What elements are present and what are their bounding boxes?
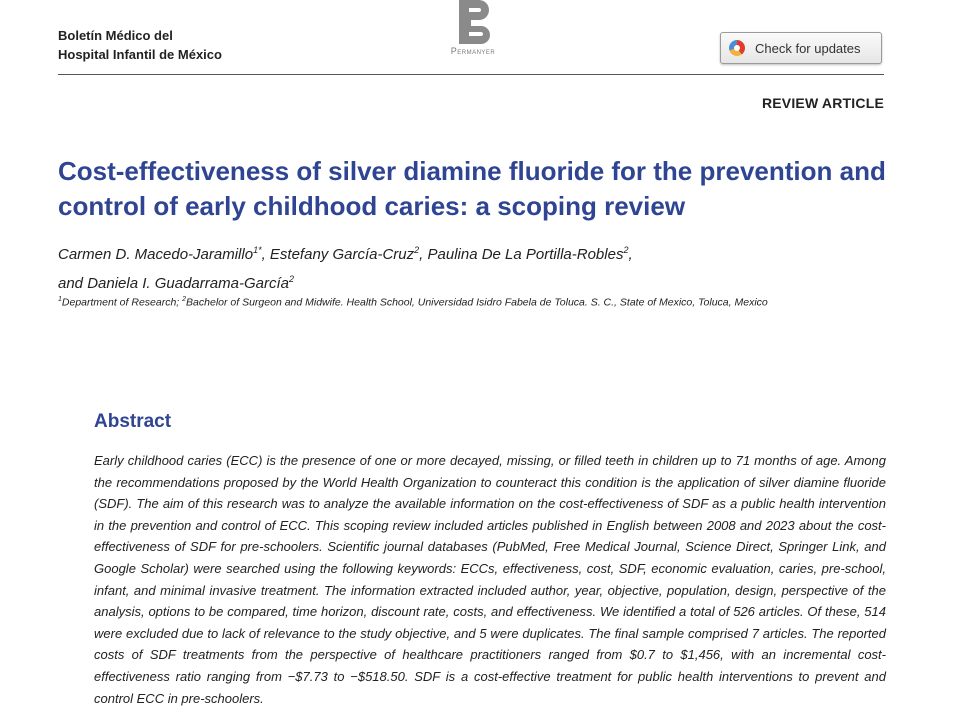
check-for-updates-button[interactable] [720, 32, 882, 64]
abstract-heading: Abstract [94, 411, 172, 432]
author-separator: , [419, 246, 428, 263]
author-name: Paulina De La Portilla-Robles [427, 246, 624, 263]
crossmark-icon [729, 40, 745, 56]
journal-name-line1: Boletín Médico del [58, 28, 173, 43]
author-separator: , [628, 246, 633, 263]
affiliation-mark: 1 [58, 296, 62, 303]
check-for-updates-label: Check for updates [755, 40, 861, 56]
author-affiliation-mark: 2 [288, 274, 294, 284]
author-affiliation-mark: 2 [414, 245, 420, 255]
author-name: Carmen D. Macedo-Jaramillo [58, 246, 254, 263]
author-separator: , [261, 246, 270, 263]
author-affiliation-mark: 1* [253, 245, 262, 255]
article-title: Cost-effectiveness of silver diamine fluoride for the prevention and control of early childhood caries: a scoping review [58, 156, 886, 221]
author-name: Daniela I. Guadarrama-García [87, 275, 289, 292]
affiliation-text: Bachelor of Surgeon and Midwife. Health School, Universidad Isidro Fabela de Toluca. S. C., State of Mexico, Toluca, Mexico [186, 296, 768, 309]
author-affiliation-mark: 2 [623, 245, 629, 255]
affiliation-text: Department of Research; [61, 296, 183, 309]
author-list [58, 238, 898, 296]
affiliations [58, 291, 890, 312]
author-conjunction: and [58, 275, 88, 292]
affiliation-mark: 2 [182, 296, 187, 303]
header-divider [58, 74, 884, 75]
article-type-label: REVIEW ARTICLE [761, 95, 884, 111]
journal-name [58, 26, 222, 64]
permanyer-logo-icon [453, 0, 493, 44]
journal-name-line2: Hospital Infantil de México [58, 47, 222, 62]
publisher-logo [440, 0, 506, 64]
publisher-name: Permanyer [450, 46, 496, 56]
abstract-text: Early childhood caries (ECC) is the presence of one or more decayed, missing, or filled teeth in children up to 71 months of age. Among the recommendations proposed by the World Health Organization to counteract this condition is the application of silver diamine fluoride (SDF). The aim of this research was to analyze the available information on the cost-effectiveness of SDF as a public health intervention in the prevention and control of ECC. This scoping review included articles published in English between 2008 and 2023 about the cost-effectiveness of SDF for pre-schoolers. Scientific journal databases (PubMed, Free Medical Journal, Science Direct, Springer Link, and Google Scholar) were searched using the following keywords: ECCs, effectiveness, cost, SDF, economic evaluation, caries, pre-school, infant, and minimal invasive treatment. The information extracted included author, year, objective, population, design, perspective of the analysis, options to be compared, time horizon, discount rate, costs, and effectiveness. We identified a total of 526 articles. Of these, 514 were excluded due to lack of relevance to the study objective, and 5 were duplicates. The final sample comprised 7 articles. The reported costs of SDF treatments from the perspective of healthcare practitioners ranged from $0.7 to $1,456, with an incremental cost-effectiveness ratio ranging from −$7.73 to −$518.50. SDF is a cost-effective treatment for public health interventions to prevent and control ECC in pre-schoolers. [94, 453, 886, 706]
author-name: Estefany García-Cruz [269, 246, 415, 263]
